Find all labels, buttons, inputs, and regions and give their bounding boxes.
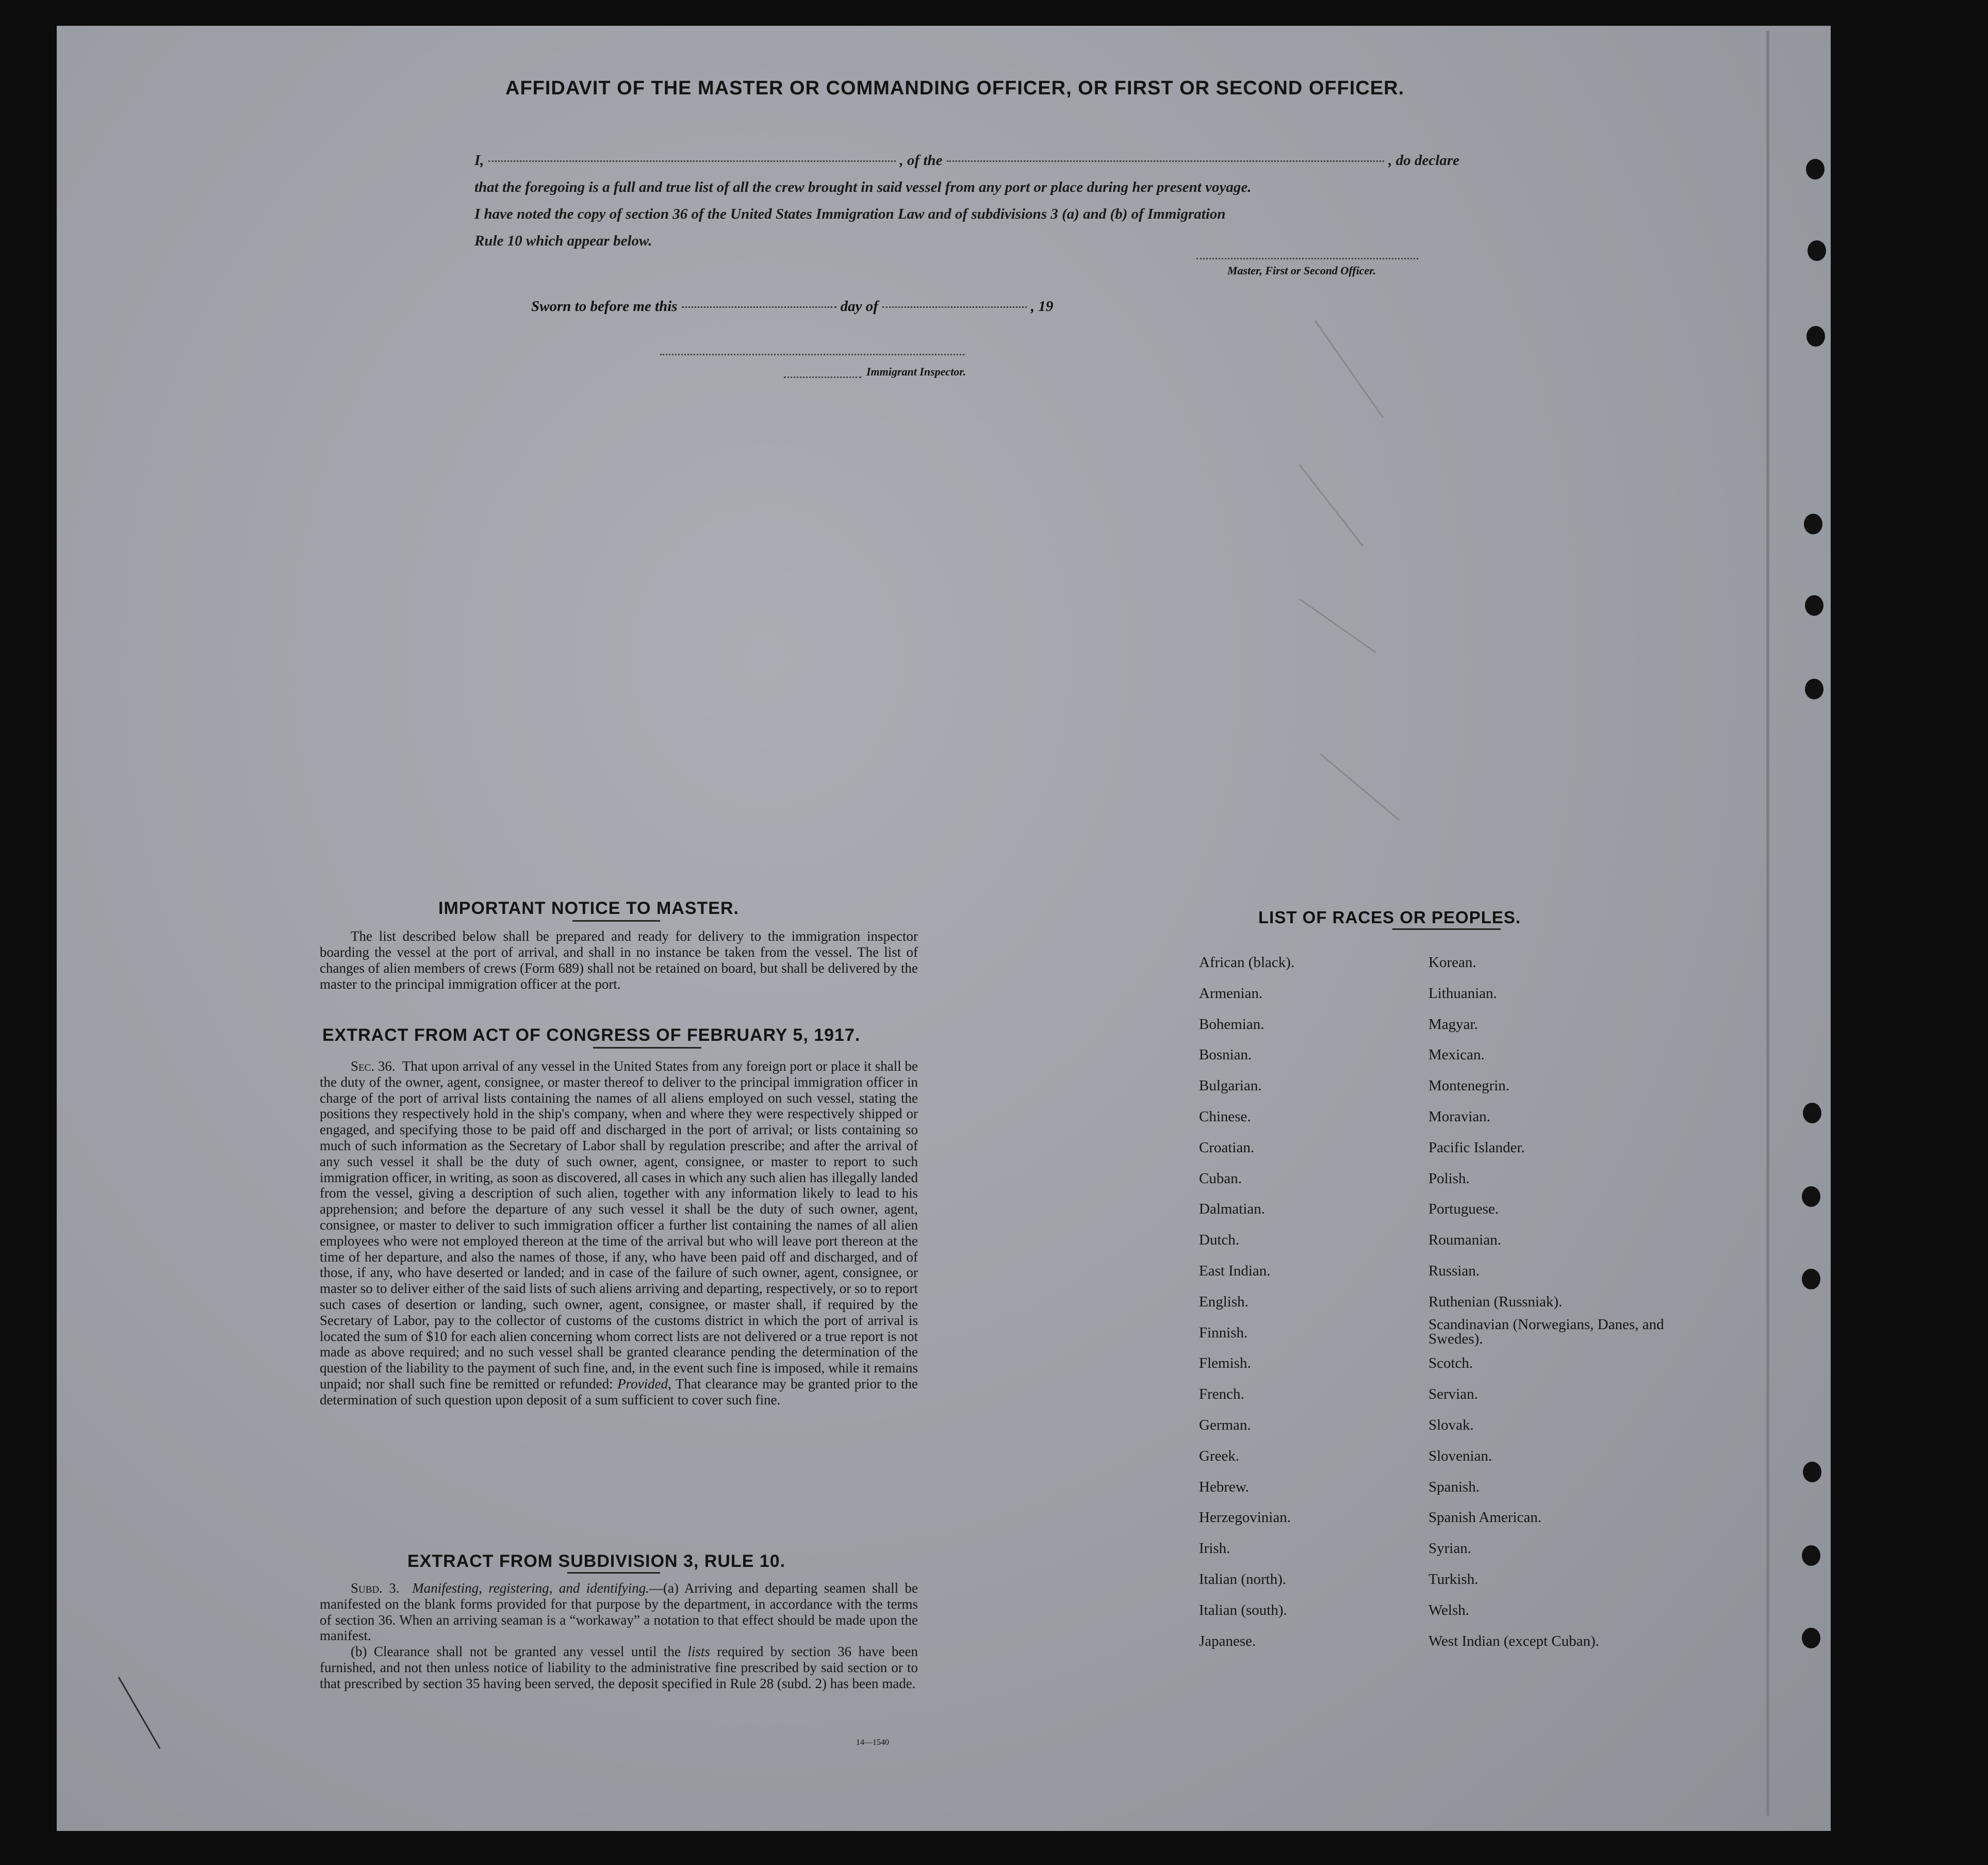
proviso-word: Provided,: [617, 1376, 671, 1392]
punch-hole: [1805, 679, 1823, 699]
race-item: African (black).: [1199, 954, 1295, 971]
race-item: Moravian.: [1428, 1108, 1490, 1125]
race-item: Bohemian.: [1199, 1016, 1264, 1033]
sworn-month-field[interactable]: [882, 306, 1027, 308]
race-item: Finnish.: [1199, 1324, 1248, 1341]
punch-hole: [1802, 1186, 1820, 1207]
race-item: Croatian.: [1199, 1139, 1255, 1156]
race-item: Portuguese.: [1428, 1201, 1499, 1218]
race-item: Scandinavian (Norwegians, Danes, and Swedes).: [1428, 1316, 1664, 1347]
declaration-line-3: I have noted the copy of section 36 of the United States Immigration Law and of subdivisions 3 (a) and (b) of Immigration: [474, 206, 1226, 222]
race-item: Servian.: [1428, 1386, 1478, 1403]
race-item: Spanish American.: [1428, 1509, 1542, 1526]
declaration-of-the: , of the: [899, 152, 943, 169]
punch-hole: [1806, 159, 1825, 179]
race-item: German.: [1199, 1417, 1251, 1433]
punch-hole: [1808, 240, 1826, 261]
race-item: Pacific Islander.: [1428, 1139, 1525, 1156]
affidavit-title: AFFIDAVIT OF THE MASTER OR COMMANDING OFFICER, OR FIRST OR SECOND OFFICER.: [505, 77, 1405, 99]
subd-heading: Manifesting, registering, and identifying.: [412, 1580, 649, 1596]
punch-hole: [1802, 1269, 1820, 1289]
race-item: Irish.: [1199, 1540, 1230, 1557]
proviso-text: That clearance may be granted prior to the determination of such question upon deposit of a sum sufficient to cover such fine.: [320, 1376, 918, 1408]
page-edge: [1766, 31, 1769, 1815]
punch-hole: [1803, 1462, 1821, 1482]
declaration-line-4: Rule 10 which appear below.: [474, 233, 652, 249]
race-item: Chinese.: [1199, 1108, 1251, 1125]
signature-label: Master, First or Second Officer.: [1227, 264, 1376, 277]
punch-hole: [1803, 1103, 1821, 1123]
form-number: 14—1540: [856, 1738, 889, 1747]
punch-hole: [1806, 326, 1825, 347]
inspector-signature-underline: [784, 377, 861, 378]
act-extract-text: [320, 1058, 918, 1408]
sworn-day-field[interactable]: [682, 306, 836, 308]
race-item: Cuban.: [1199, 1170, 1242, 1187]
rule-extract-title: EXTRACT FROM SUBDIVISION 3, RULE 10.: [407, 1551, 786, 1571]
punch-hole: [1802, 1628, 1820, 1648]
name-field[interactable]: [488, 160, 896, 162]
subd-b-lists: lists: [687, 1644, 710, 1660]
section-36-paragraph: [320, 1058, 918, 1408]
punch-hole: [1805, 595, 1823, 616]
declaration-line-2: that the foregoing is a full and true list of all the crew brought in said vessel from any port or place during her present voyage.: [474, 179, 1252, 195]
act-extract-title: EXTRACT FROM ACT OF CONGRESS OF FEBRUARY 5, 1917.: [322, 1025, 861, 1045]
race-item: Greek.: [1199, 1447, 1240, 1464]
race-item: Dalmatian.: [1199, 1201, 1266, 1218]
race-item: Slovenian.: [1428, 1447, 1492, 1464]
race-item: French.: [1199, 1386, 1244, 1403]
notice-text: [320, 928, 918, 992]
rule-extract-rule: [567, 1572, 660, 1574]
notice-paragraph: The list described below shall be prepared and ready for delivery to the immigration inspector boarding the vessel at the port of arrival, and shall in no instance be taken from the vessel. The list of changes of alien members of crews (Form 689) shall not be retained on board, but shall be delivered by the master to the principal immigration officer at the port.: [320, 928, 918, 992]
declaration-i: I,: [474, 152, 484, 169]
punch-hole: [1804, 514, 1822, 534]
section-36-text: That upon arrival of any vessel in the United States from any foreign port or place it shall be the duty of the owner, agent, consignee, or master thereof to deliver to the principal immigration officer in charge of the port of arrival lists containing the names of all aliens employed on such vessel, stating the positions they respectively hold in the ship's company, when and where they were respectively shipped or engaged, and specifying those to be paid off and discharged in the port of arrival; or lists containing so much of such information as the Secretary of Labor shall by regulation prescribe; and after the arrival of any such vessel it shall be the duty of such owner, agent, consignee, or master to report to such immigration officer, in writing, as soon as discovered, all cases in which any such alien has illegally landed from the vessel, giving a description of such alien, together with any information likely to lead to his apprehension; and before the departure of any such vessel it shall be the duty of such owner, agent, consignee, or master to deliver to such immigration officer a further list containing the names of all alien employees who were not employed thereon at the time of the arrival but who will leave port thereon at the time of her departure, and also the names of those, if any, who have been paid off and discharged, and of those, if any, who have deserted or landed; and in case of the failure of such owner, agent, consignee, or master so to deliver either of the said lists of such aliens arriving and departing, respectively, or so to report such cases of desertion or landing, such owner, agent, consignee, or master shall, if required by the Secretary of Labor, pay to the collector of customs of the customs district in which the port of arrival is located the sum of $10 for each alien concerning whom correct lists are not delivered or a true report is not made as above required; and no such vessel shall be granted clearance pending the determination of the question of the liability to the payment of such fine, and, in the event such fine is imposed, while it remains unpaid; nor shall such fine be remitted or refunded:: [320, 1058, 918, 1392]
sworn-day-of: day of: [840, 298, 878, 315]
race-item: Dutch.: [1199, 1232, 1240, 1249]
race-item: Spanish.: [1428, 1478, 1480, 1495]
race-item: Syrian.: [1428, 1540, 1471, 1557]
race-item: Italian (north).: [1199, 1571, 1287, 1588]
subd-b-text: required by section 36 have been furnished, and not then unless notice of liability to the administrative fine prescribed by said section or to that prescribed by section 35 having been served, the deposit specified in Rule 28 (subd. 2) has been made.: [320, 1644, 918, 1691]
race-item: Flemish.: [1199, 1355, 1251, 1372]
race-item: Armenian.: [1199, 985, 1263, 1002]
vessel-field[interactable]: [947, 160, 1385, 162]
race-item: Roumanian.: [1428, 1232, 1501, 1249]
race-item: Herzegovinian.: [1199, 1509, 1291, 1526]
race-item: Japanese.: [1199, 1632, 1256, 1649]
declaration-do-declare: , do declare: [1388, 152, 1459, 169]
race-item: Ruthenian (Russniak).: [1428, 1293, 1563, 1310]
race-item: Lithuanian.: [1428, 985, 1497, 1002]
declaration-line-1: [474, 147, 1459, 174]
inspector-signature-field[interactable]: [660, 354, 964, 355]
race-item: Bulgarian.: [1199, 1077, 1262, 1094]
race-item: Magyar.: [1428, 1016, 1478, 1033]
race-item: Italian (south).: [1199, 1601, 1287, 1618]
notice-title: IMPORTANT NOTICE TO MASTER.: [438, 898, 739, 918]
races-title-rule: [1392, 928, 1501, 930]
subd-a-text: —(a) Arriving and departing seamen shall be manifested on the blank forms provided for that purpose by the department, in accordance with the terms of section 36. When an arriving seaman is a “workaway” a notation to that effect should be made upon the manifest.: [320, 1580, 918, 1644]
sworn-line: [531, 298, 1124, 315]
inspector-label: Immigrant Inspector.: [866, 365, 966, 378]
race-item: Montenegrin.: [1428, 1077, 1510, 1094]
act-extract-rule: [593, 1047, 701, 1049]
race-item: Korean.: [1428, 954, 1476, 971]
race-item: Mexican.: [1428, 1046, 1485, 1064]
notice-title-rule: [572, 920, 660, 922]
rule-extract-text: [320, 1580, 918, 1692]
subdivision-b-paragraph: [320, 1644, 918, 1691]
subdivision-a-paragraph: [320, 1580, 918, 1644]
race-item: East Indian.: [1199, 1263, 1271, 1279]
race-item: Turkish.: [1428, 1571, 1478, 1588]
affidavit-declaration: [474, 147, 1459, 254]
signature-field[interactable]: [1196, 258, 1418, 259]
race-item: West Indian (except Cuban).: [1428, 1632, 1600, 1649]
sworn-prefix: Sworn to before me this: [531, 298, 678, 315]
race-item: Russian.: [1428, 1263, 1480, 1279]
sworn-year: , 19: [1030, 298, 1054, 315]
race-item: English.: [1199, 1293, 1248, 1310]
race-item: Slovak.: [1428, 1417, 1474, 1433]
subd-b-prefix: (b) Clearance shall not be granted any vessel until the: [351, 1644, 681, 1660]
section-label: Sec. 36.: [351, 1058, 396, 1074]
race-item: Bosnian.: [1199, 1046, 1252, 1064]
subd-label: Subd. 3.: [351, 1580, 400, 1596]
races-title: LIST OF RACES OR PEOPLES.: [1258, 908, 1521, 927]
race-item: Polish.: [1428, 1170, 1470, 1187]
race-item: Welsh.: [1428, 1601, 1470, 1618]
race-item: Scotch.: [1428, 1355, 1473, 1372]
race-item: Hebrew.: [1199, 1478, 1250, 1495]
punch-hole: [1802, 1545, 1820, 1566]
